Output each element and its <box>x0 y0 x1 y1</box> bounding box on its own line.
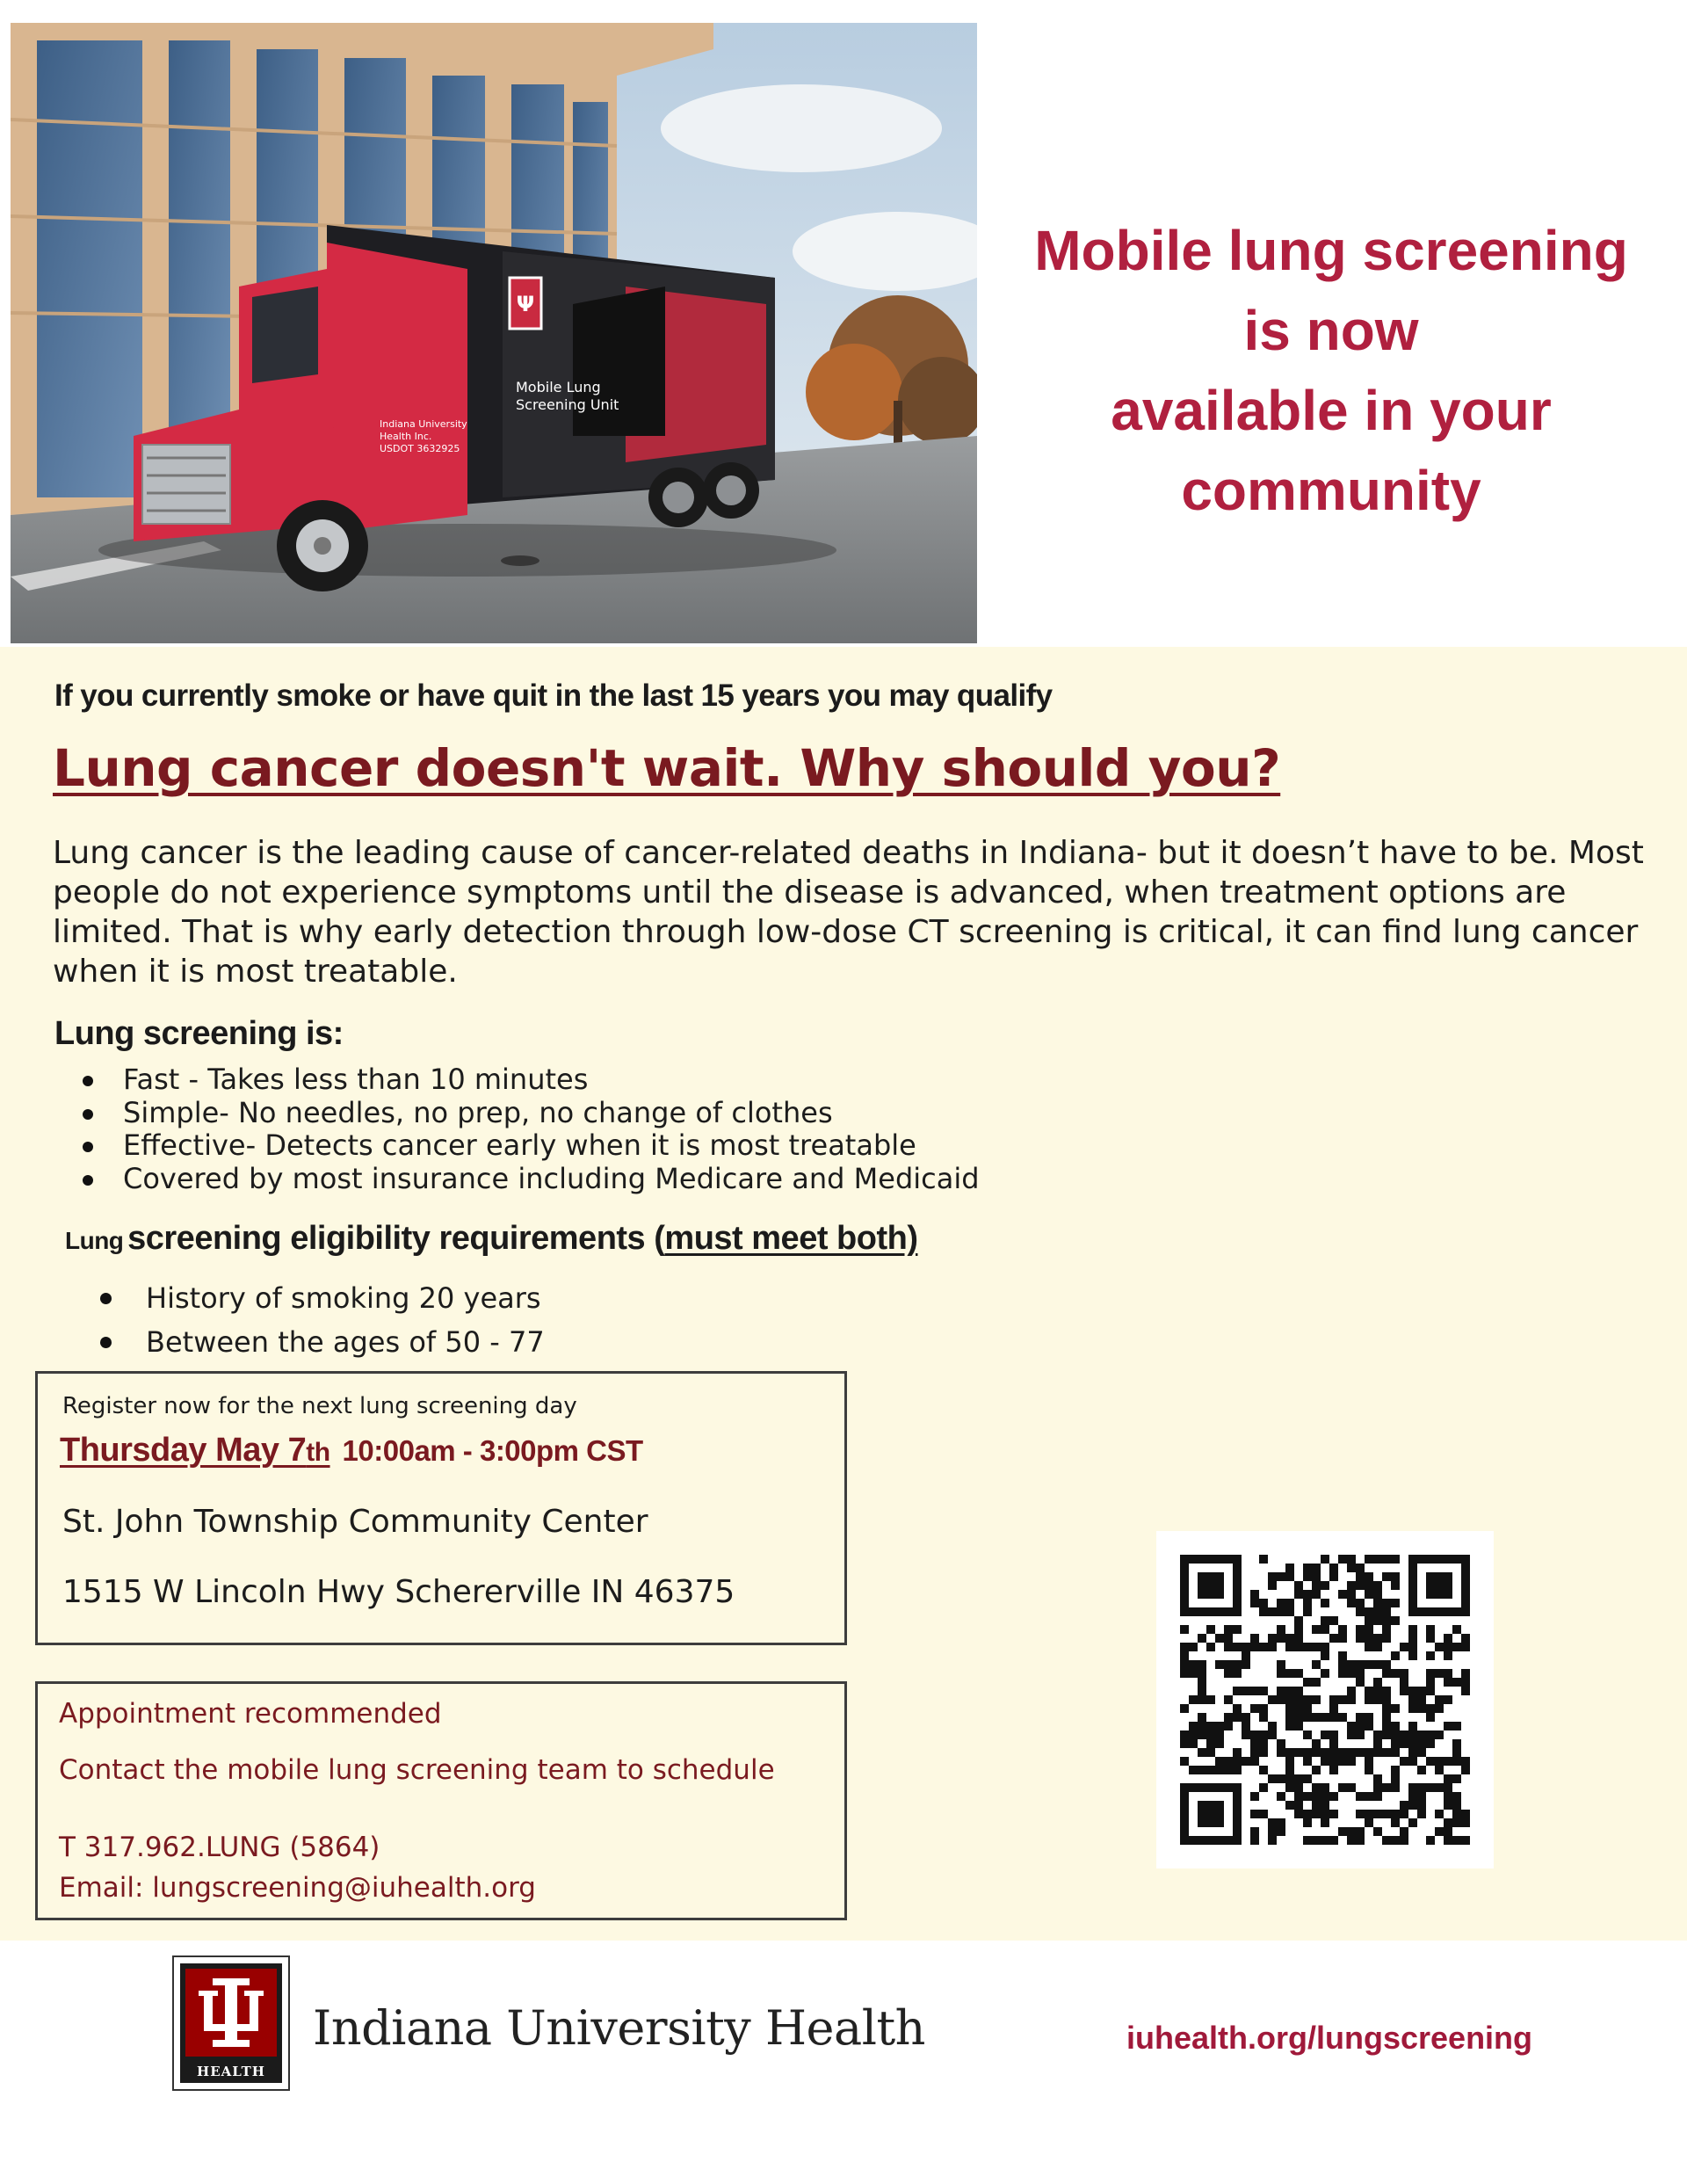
venue-name: St. John Township Community Center <box>62 1504 648 1540</box>
qr-code[interactable] <box>1156 1531 1494 1868</box>
contact-box <box>35 1681 847 1920</box>
screening-datetime <box>60 1432 643 1469</box>
qualify-statement: If you currently smoke or have quit in the last 15 years you may qualify <box>54 678 1053 713</box>
truck-side-text: Mobile Lung Screening Unit <box>516 379 619 413</box>
benefits-list <box>123 1063 980 1195</box>
eligibility-list <box>146 1276 545 1364</box>
headline-line: available in your <box>1111 379 1552 442</box>
register-intro: Register now for the next lung screening day <box>62 1393 577 1419</box>
eligibility-heading <box>65 1220 917 1258</box>
headline-line: is now <box>1243 299 1419 362</box>
list-item: Between the ages of 50 - 77 <box>146 1320 545 1364</box>
benefits-heading: Lung screening is: <box>54 1015 344 1052</box>
register-box <box>35 1371 847 1645</box>
contact-phone[interactable]: T 317.962.LUNG (5864) <box>59 1832 380 1863</box>
list-item: Effective- Detects cancer early when it is most treatable <box>123 1129 980 1163</box>
logo-label: HEALTH <box>197 2064 265 2079</box>
screening-date-text: Thursday May 7 <box>60 1432 307 1469</box>
svg-text:Ψ: Ψ <box>516 292 535 316</box>
screening-time: 10:00am - 3:00pm CST <box>342 1434 643 1467</box>
list-item: Simple- No needles, no prep, no change of clothes <box>123 1097 980 1130</box>
list-item: Fast - Takes less than 10 minutes <box>123 1063 980 1097</box>
intro-paragraph: Lung cancer is the leading cause of cancer-related deaths in Indiana- but it doesn’t have to be. Most people do not experience symptoms until the disease is advanced, when treatment options are limited. That is why early detection through low-dose CT screening is critical, it can find lung cancer when it is most treatable. <box>53 835 1644 990</box>
appointment-note: Appointment recommended <box>59 1698 442 1730</box>
tagline: Lung cancer doesn't wait. Why should you? <box>53 738 1281 798</box>
iu-health-wordmark: Indiana University Health <box>313 2000 925 2056</box>
eligibility-heading-underlined: must meet both) <box>664 1220 918 1257</box>
screening-date-suffix: th <box>306 1438 330 1467</box>
eligibility-heading-main: screening eligibility requirements ( <box>127 1220 665 1257</box>
website-link[interactable]: iuhealth.org/lungscreening <box>1126 2020 1533 2056</box>
mobile-screening-truck-photo <box>11 23 977 643</box>
headline-line: Mobile lung screening <box>1034 219 1628 282</box>
headline <box>984 211 1678 531</box>
screening-date <box>60 1432 330 1469</box>
contact-email[interactable]: Email: lungscreening@iuhealth.org <box>59 1872 536 1904</box>
list-item: Covered by most insurance including Medicare and Medicaid <box>123 1161 980 1195</box>
list-item: History of smoking 20 years <box>146 1276 545 1320</box>
iu-health-logo <box>172 1955 290 2091</box>
contact-instruction: Contact the mobile lung screening team to schedule <box>59 1754 775 1786</box>
headline-line: community <box>1181 459 1481 522</box>
venue-address: 1515 W Lincoln Hwy Schererville IN 46375 <box>62 1574 735 1610</box>
eligibility-heading-small: Lung <box>65 1227 124 1254</box>
truck-door-text: Indiana University Health Inc. USDOT 3632925 <box>380 418 467 454</box>
